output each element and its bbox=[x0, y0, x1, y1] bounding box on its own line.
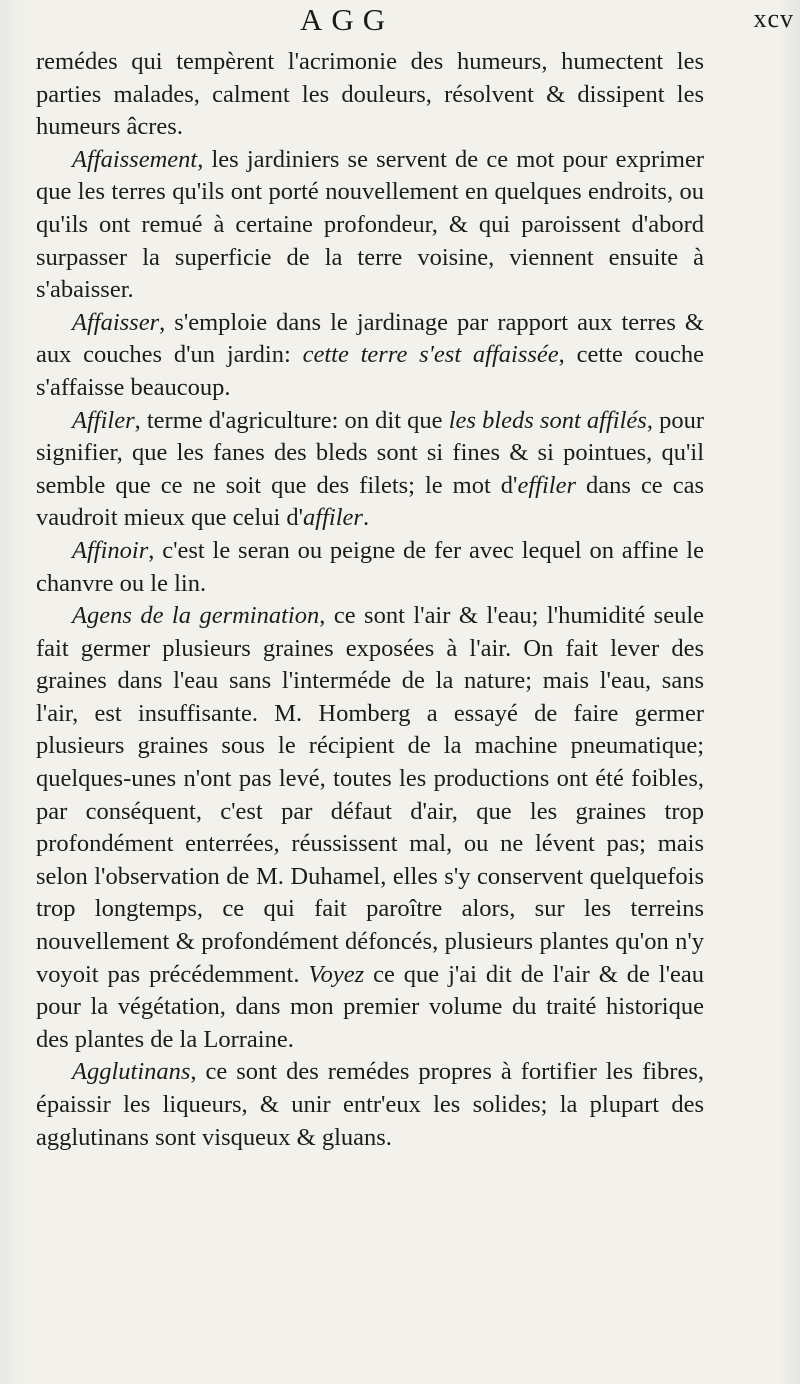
entry-term: affiler bbox=[303, 504, 363, 532]
entry-agens-de-la-germination bbox=[36, 600, 704, 1056]
entry-body: remédes qui tempèrent l'acrimonie des humeurs, humectent les parties malades, calment les douleurs, résolvent & dissipent les humeurs âcres. bbox=[36, 48, 704, 141]
page-number: xcv bbox=[753, 4, 794, 33]
page-header bbox=[0, 2, 800, 42]
entry-body: , c'est le seran ou peigne de fer avec lequel on affine le chanvre ou le lin. bbox=[36, 536, 704, 597]
running-title: AGG bbox=[300, 2, 395, 37]
entry-body: , ce sont des remédes propres à fortifier les fibres, épaissir les liqueurs, & unir entr'eux les solides; la plupart des agglutinans sont visqueux & gluans. bbox=[36, 1058, 704, 1151]
entry-body-end: , cette couche s'affaisse beaucoup. bbox=[36, 341, 704, 401]
entry-body-end: ce que j'ai dit de l'air & de l'eau pour la végétation, dans mon premier volume du traité historique des plantes de la Lorraine. bbox=[36, 960, 704, 1053]
entry-agglutinans bbox=[36, 1056, 704, 1154]
entry-continuation bbox=[36, 46, 704, 144]
entry-body: , s'emploie dans le jardinage par rapport aux terres & aux couches d'un jardin: bbox=[36, 308, 704, 369]
entry-headword: Affinoir bbox=[72, 536, 149, 564]
entry-headword: Agens de la germination bbox=[72, 602, 320, 630]
entry-body: , ce sont l'air & l'eau; l'humidité seule fait germer plusieurs graines exposées à l'air. On fait lever des graines dans l'eau sans l'interméde de la nature; mais l'eau, sans l'air, est insuffisante. M. Homberg a essayé de faire germer plusieurs graines sous le récipient de la machine pneumatique; quelques-unes n'ont pas levé, toutes les productions ont été foibles, par conséquent, c'est par défaut d'air, que les graines trop profondément enterrées, réussissent mal, ou ne lévent pas; mais selon l'observation de M. Duhamel, elles s'y conservent quelquefois trop longtemps, ce qui fait paroître alors, sur les terreins nouvellement & profondément défoncés, plusieurs plantes qu'on n'y voyoit pas précédemment. bbox=[36, 602, 705, 988]
entry-term: effiler bbox=[517, 471, 576, 499]
entry-body: , terme d'agriculture: on dit que bbox=[134, 406, 449, 434]
entry-cross-reference: Voyez bbox=[308, 960, 365, 988]
entry-body-mid2: dans ce cas vaudroit mieux que celui d' bbox=[36, 471, 704, 532]
entry-headword: Affaisser bbox=[72, 308, 160, 336]
entry-headword: Affaissement bbox=[72, 145, 198, 173]
entry-affaisser bbox=[36, 307, 704, 405]
entry-body-end: . bbox=[362, 504, 370, 532]
entry-headword: Affiler bbox=[72, 406, 135, 434]
entry-affinoir bbox=[36, 535, 704, 600]
entry-headword: Agglutinans bbox=[72, 1058, 191, 1086]
entry-body: , les jardiniers se servent de ce mot pour exprimer que les terres qu'ils ont porté nouvellement en quelques endroits, ou qu'ils ont remué à certaine profondeur, & qui paroissent d'abord surpasser la superficie de la terre voisine, viennent ensuite à s'abaisser. bbox=[36, 145, 704, 304]
entry-affiler bbox=[36, 405, 704, 535]
main-text bbox=[36, 46, 704, 1154]
entry-body-mid: , pour signifier, que les fanes des bleds sont si fines & si pointues, qu'il semble que ce ne soit que des filets; le mot d' bbox=[36, 406, 704, 499]
entry-affaissement bbox=[36, 144, 704, 307]
entry-example: les bleds sont affilés bbox=[448, 406, 647, 434]
entry-example: cette terre s'est affaissée bbox=[302, 341, 559, 369]
